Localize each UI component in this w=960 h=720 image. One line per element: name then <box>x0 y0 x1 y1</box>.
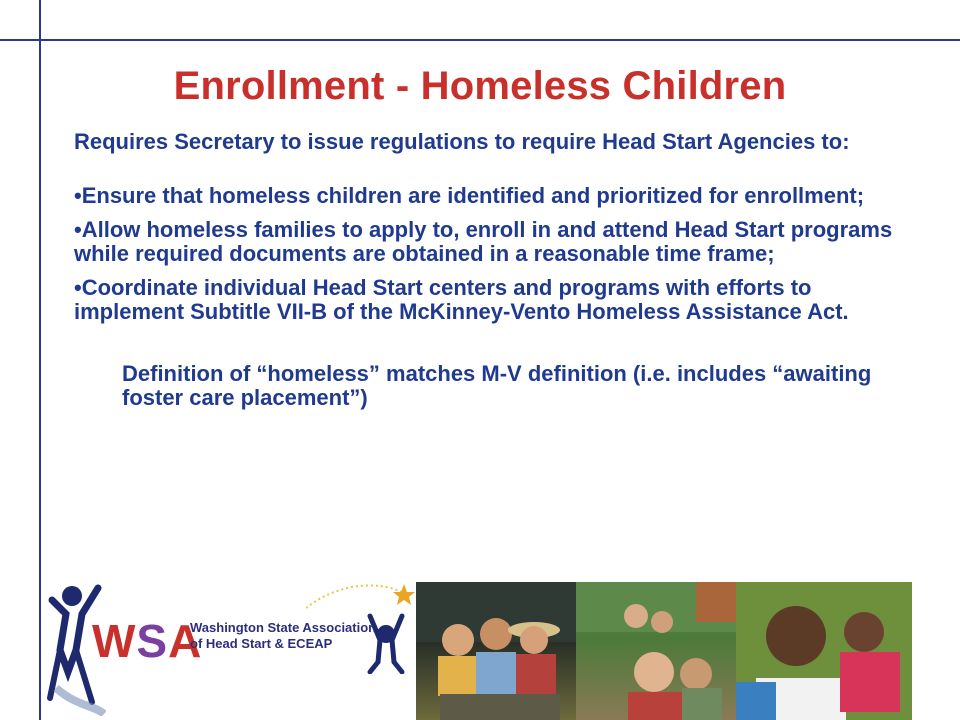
slide-title: Enrollment - Homeless Children <box>173 64 787 108</box>
photo-children-group <box>416 582 576 720</box>
photo-father-daughter <box>736 582 912 720</box>
bullet-item: •Ensure that homeless children are identified and prioritized for enrollment; <box>74 183 865 208</box>
bullet-item: •Coordinate individual Head Start centers and programs with efforts to implement Subtitle VII-B of the McKinney-Vento Homeless Assistance Act. <box>74 275 849 324</box>
wsa-logo <box>46 578 416 720</box>
slide-body <box>74 130 914 410</box>
child-figure-icon <box>364 610 408 674</box>
photo-kids-playground <box>576 582 736 720</box>
horizontal-rule <box>0 39 960 41</box>
intro-text: Requires Secretary to issue regulations to require Head Start Agencies to: <box>74 129 850 154</box>
definition-text: Definition of “homeless” matches M-V definition (i.e. includes “awaiting foster care placement”) <box>122 361 872 410</box>
wsa-name: Washington State Association of Head Start & ECEAP <box>190 620 377 651</box>
bullet-item: •Allow homeless families to apply to, enroll in and attend Head Start programs while required documents are obtained in a reasonable time frame; <box>74 217 893 266</box>
wsa-letters: WSA <box>92 615 203 667</box>
